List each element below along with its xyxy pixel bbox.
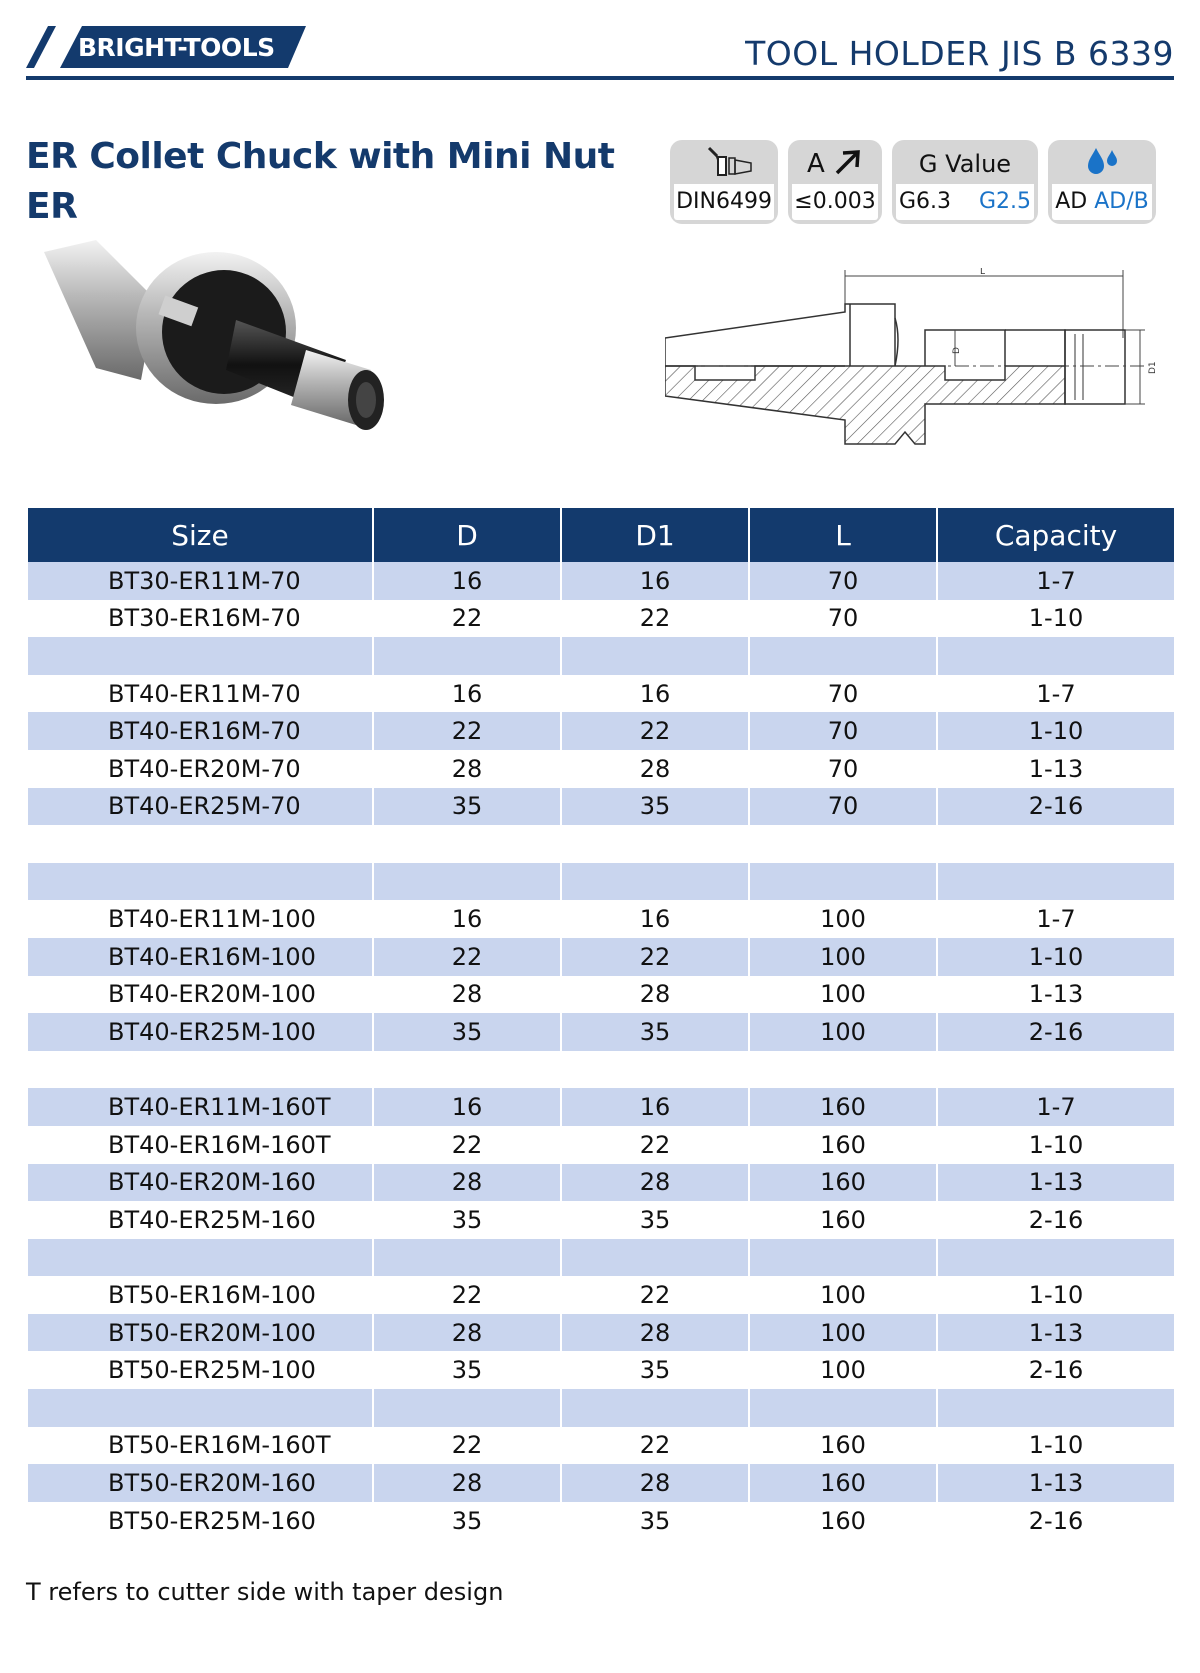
spec-table (28, 508, 1174, 1539)
d1-cell (561, 637, 749, 675)
l-cell: 160 (749, 1201, 937, 1239)
d-cell: 22 (373, 1427, 561, 1465)
size-cell (28, 863, 373, 901)
size-cell: BT40-ER16M-100 (28, 938, 373, 976)
table-row (28, 1239, 1174, 1277)
d-cell (373, 1389, 561, 1427)
header-divider (26, 76, 1174, 80)
d-cell: 28 (373, 1314, 561, 1352)
table-row (28, 1013, 1174, 1051)
l-cell: 100 (749, 1013, 937, 1051)
d-cell: 16 (373, 900, 561, 938)
product-photo (26, 240, 386, 444)
size-cell: BT30-ER16M-70 (28, 600, 373, 638)
table-row (28, 1502, 1174, 1540)
table-row (28, 825, 1174, 863)
arrow-up-right-icon (833, 148, 863, 176)
size-cell: BT50-ER20M-160 (28, 1464, 373, 1502)
d-cell (373, 825, 561, 863)
capacity-cell: 1-7 (937, 562, 1174, 600)
capacity-cell: 2-16 (937, 788, 1174, 826)
l-cell (749, 825, 937, 863)
l-cell: 70 (749, 750, 937, 788)
clamping-icon (670, 144, 778, 184)
d1-cell: 28 (561, 750, 749, 788)
l-cell: 70 (749, 712, 937, 750)
l-cell: 160 (749, 1464, 937, 1502)
d-cell: 16 (373, 1088, 561, 1126)
d1-cell: 28 (561, 1464, 749, 1502)
capacity-cell: 1-7 (937, 1088, 1174, 1126)
size-cell (28, 825, 373, 863)
col-header-l: L (749, 508, 937, 562)
table-row (28, 1276, 1174, 1314)
product-title (26, 132, 614, 232)
d-cell: 35 (373, 788, 561, 826)
accuracy-label: A (806, 149, 825, 179)
d1-cell: 22 (561, 1276, 749, 1314)
d-cell (373, 863, 561, 901)
capacity-cell: 1-10 (937, 1276, 1174, 1314)
g-value-values (896, 184, 1034, 220)
technical-drawing (665, 268, 1165, 482)
accuracy-badge (788, 140, 882, 224)
size-cell: BT40-ER11M-100 (28, 900, 373, 938)
d-cell: 35 (373, 1013, 561, 1051)
capacity-cell: 1-7 (937, 900, 1174, 938)
size-cell: BT40-ER20M-100 (28, 976, 373, 1014)
d-cell: 22 (373, 1276, 561, 1314)
coolant-values (1052, 184, 1152, 220)
d-cell (373, 1239, 561, 1277)
brand-name: BRIGHT-TOOLS (78, 33, 275, 62)
l-cell: 160 (749, 1502, 937, 1540)
footnote: T refers to cutter side with taper design (26, 1578, 504, 1606)
table-row (28, 1088, 1174, 1126)
d1-cell: 22 (561, 1427, 749, 1465)
l-cell (749, 637, 937, 675)
l-cell: 160 (749, 1088, 937, 1126)
d1-cell: 16 (561, 675, 749, 713)
d1-cell: 35 (561, 1201, 749, 1239)
table-row (28, 750, 1174, 788)
table-row (28, 1051, 1174, 1089)
table-row (28, 1314, 1174, 1352)
size-cell: BT50-ER25M-160 (28, 1502, 373, 1540)
capacity-cell (937, 1239, 1174, 1277)
d-cell: 35 (373, 1351, 561, 1389)
capacity-cell: 1-10 (937, 712, 1174, 750)
capacity-cell: 1-13 (937, 1314, 1174, 1352)
l-cell (749, 1389, 937, 1427)
d-cell: 16 (373, 562, 561, 600)
d-cell: 22 (373, 712, 561, 750)
accuracy-value: ≤0.003 (792, 184, 878, 220)
table-row (28, 788, 1174, 826)
size-cell: BT40-ER20M-70 (28, 750, 373, 788)
d-cell: 22 (373, 600, 561, 638)
g-value-optional: G2.5 (978, 189, 1032, 214)
product-title-line2: ER (26, 186, 78, 227)
d1-cell: 35 (561, 1502, 749, 1540)
capacity-cell: 1-10 (937, 1427, 1174, 1465)
drawing-label-d: D (952, 347, 962, 354)
capacity-cell (937, 825, 1174, 863)
accuracy-header (788, 144, 882, 184)
table-row (28, 562, 1174, 600)
capacity-cell: 1-13 (937, 750, 1174, 788)
table-header-row (28, 508, 1174, 562)
g-value-standard: G6.3 (898, 189, 951, 214)
table-row (28, 712, 1174, 750)
capacity-cell: 1-13 (937, 976, 1174, 1014)
d1-cell: 16 (561, 900, 749, 938)
capacity-cell: 2-16 (937, 1013, 1174, 1051)
table-body (28, 562, 1174, 1539)
size-cell: BT40-ER20M-160 (28, 1164, 373, 1202)
d1-cell (561, 1389, 749, 1427)
l-cell: 100 (749, 1314, 937, 1352)
size-cell: BT50-ER25M-100 (28, 1351, 373, 1389)
capacity-cell (937, 637, 1174, 675)
d-cell (373, 637, 561, 675)
l-cell (749, 863, 937, 901)
capacity-cell: 1-13 (937, 1164, 1174, 1202)
d-cell: 35 (373, 1502, 561, 1540)
d1-cell: 28 (561, 1164, 749, 1202)
capacity-cell: 1-7 (937, 675, 1174, 713)
g-value-badge (892, 140, 1038, 224)
table-row (28, 976, 1174, 1014)
d1-cell: 28 (561, 1314, 749, 1352)
size-cell: BT50-ER16M-100 (28, 1276, 373, 1314)
size-cell: BT40-ER25M-100 (28, 1013, 373, 1051)
d1-cell: 16 (561, 1088, 749, 1126)
l-cell: 160 (749, 1126, 937, 1164)
d1-cell: 22 (561, 1126, 749, 1164)
d1-cell: 28 (561, 976, 749, 1014)
size-cell: BT40-ER25M-70 (28, 788, 373, 826)
d1-cell: 22 (561, 600, 749, 638)
l-cell (749, 1239, 937, 1277)
size-cell: BT40-ER11M-70 (28, 675, 373, 713)
d-cell: 35 (373, 1201, 561, 1239)
col-header-d: D (373, 508, 561, 562)
coolant-standard: AD (1055, 189, 1088, 214)
table-row (28, 863, 1174, 901)
d-cell: 16 (373, 675, 561, 713)
coolant-drops-icon (1048, 144, 1156, 184)
d-cell: 28 (373, 1464, 561, 1502)
l-cell: 70 (749, 600, 937, 638)
col-header-capacity: Capacity (937, 508, 1174, 562)
size-cell: BT40-ER11M-160T (28, 1088, 373, 1126)
din-badge (670, 140, 778, 224)
table-row (28, 938, 1174, 976)
document-title: TOOL HOLDER JIS B 6339 (745, 34, 1174, 73)
table-row (28, 675, 1174, 713)
g-value-label: G Value (918, 150, 1012, 178)
table-row (28, 1427, 1174, 1465)
capacity-cell: 2-16 (937, 1201, 1174, 1239)
col-header-d1: D1 (561, 508, 749, 562)
brand-logo (26, 26, 306, 68)
size-cell: BT40-ER16M-160T (28, 1126, 373, 1164)
d-cell: 28 (373, 976, 561, 1014)
capacity-cell: 1-10 (937, 938, 1174, 976)
capacity-cell (937, 863, 1174, 901)
size-cell: BT50-ER16M-160T (28, 1427, 373, 1465)
capacity-cell: 1-10 (937, 600, 1174, 638)
table-row (28, 1164, 1174, 1202)
d1-cell: 22 (561, 712, 749, 750)
l-cell: 70 (749, 562, 937, 600)
size-cell (28, 1389, 373, 1427)
product-title-line1: ER Collet Chuck with Mini Nut (26, 136, 615, 177)
size-cell (28, 1051, 373, 1089)
d-cell: 28 (373, 1164, 561, 1202)
l-cell: 160 (749, 1427, 937, 1465)
table-row (28, 1464, 1174, 1502)
l-cell: 70 (749, 675, 937, 713)
d-cell: 28 (373, 750, 561, 788)
table-row (28, 1351, 1174, 1389)
l-cell: 70 (749, 788, 937, 826)
capacity-cell: 2-16 (937, 1351, 1174, 1389)
d-cell: 22 (373, 1126, 561, 1164)
table-row (28, 1126, 1174, 1164)
size-cell (28, 637, 373, 675)
capacity-cell (937, 1389, 1174, 1427)
table-row (28, 900, 1174, 938)
d-cell (373, 1051, 561, 1089)
table-row (28, 1201, 1174, 1239)
table-row (28, 637, 1174, 675)
table-row (28, 1389, 1174, 1427)
d1-cell (561, 1051, 749, 1089)
d1-cell: 22 (561, 938, 749, 976)
capacity-cell: 2-16 (937, 1502, 1174, 1540)
size-cell: BT40-ER16M-70 (28, 712, 373, 750)
l-cell: 100 (749, 976, 937, 1014)
d-cell: 22 (373, 938, 561, 976)
capacity-cell: 1-13 (937, 1464, 1174, 1502)
d1-cell: 35 (561, 788, 749, 826)
capacity-cell (937, 1051, 1174, 1089)
col-header-size: Size (28, 508, 373, 562)
size-cell: BT40-ER25M-160 (28, 1201, 373, 1239)
l-cell: 100 (749, 1351, 937, 1389)
d1-cell: 35 (561, 1013, 749, 1051)
l-cell: 160 (749, 1164, 937, 1202)
l-cell: 100 (749, 900, 937, 938)
l-cell: 100 (749, 938, 937, 976)
table-row (28, 600, 1174, 638)
d1-cell: 16 (561, 562, 749, 600)
drawing-label-d1: D1 (1148, 361, 1158, 374)
d1-cell: 35 (561, 1351, 749, 1389)
l-cell (749, 1051, 937, 1089)
din-value: DIN6499 (674, 184, 774, 220)
size-cell (28, 1239, 373, 1277)
coolant-badge (1048, 140, 1156, 224)
drawing-label-l: L (980, 268, 986, 277)
size-cell: BT30-ER11M-70 (28, 562, 373, 600)
d1-cell (561, 863, 749, 901)
d1-cell (561, 1239, 749, 1277)
capacity-cell: 1-10 (937, 1126, 1174, 1164)
l-cell: 100 (749, 1276, 937, 1314)
coolant-optional: AD/B (1094, 189, 1149, 214)
size-cell: BT50-ER20M-100 (28, 1314, 373, 1352)
d1-cell (561, 825, 749, 863)
